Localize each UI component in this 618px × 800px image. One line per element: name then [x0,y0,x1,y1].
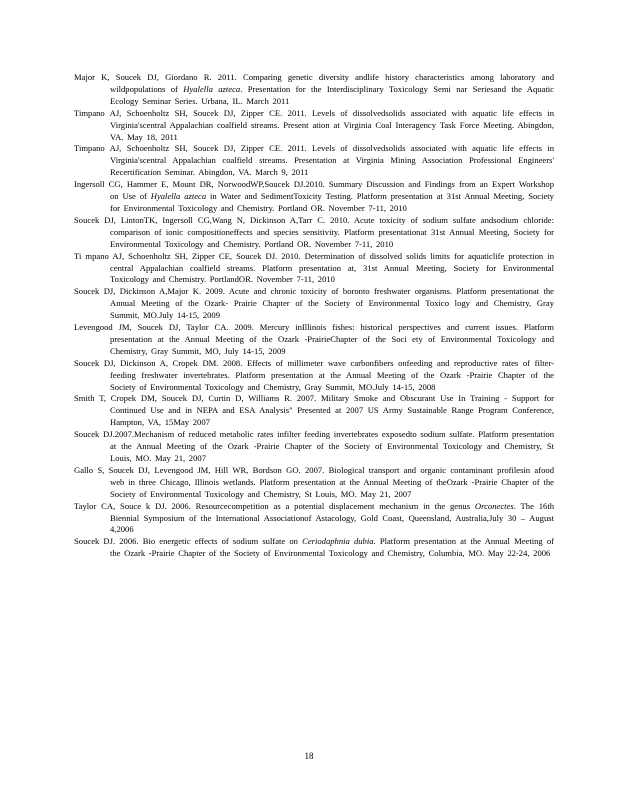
reference-text: in Water and SedimentToxicity Testing. Platform presentation at 31st Annual Meeting, Society for Environmental Toxicology and Chemistry. Portland OR. November 7-11, 2010 [110,191,554,213]
reference-text: Ti mpano AJ, Schoenholtz SH, Zipper CE, Soucek DJ. 2010. Determination of dissolved solids limits for aquaticlife protection in central Appalachian coalfield streams. Platform presentation at, 31st Annual Meeting, Society for Environmental Toxicology and Chemistry. PortlandOR. November 7-11, 2010 [74,250,554,285]
reference-text: Soucek DJ, LintonTK, Ingersoll CG,Wang N, Dickinson A,Tarr C. 2010. Acute toxicity of sodium sulfate andsodium chloride: comparison of ionic compositioneffects and species sensitivity. Platform presentationat 31st Annual Meeting, Society for Environmental Toxicology and Chemistry. Portland OR. November 7-11, 2010 [74,214,554,249]
page-number: 18 [304,751,314,761]
reference-entry [74,393,554,429]
reference-entry [74,429,554,465]
reference-text: Smith T, Cropek DM, Soucek DJ, Curtin D, Williams R. 2007. Military Smoke and Obscurant Use In Training - Support for Continued Use and in NEPA and ESA Analysis" Presented at 2007 US Army Sustainable Range Program Conference, Hampton, VA, 15May 2007 [74,393,554,428]
reference-text: Soucek DJ, Dickinson A, Cropek DM. 2008. Effects of millimeter wave carbonfibers onfeeding and reproductive rates of filter- feeding freshwater invertebrates. Platform presentation at the Annual Meeting of the Ozark -Prairie Chapter of the Society of Environmental Toxicology and Chemistry, Gray Summit, MO.July 14-15, 2008 [74,357,554,392]
reference-entry [74,72,554,108]
reference-text: Timpano AJ, Schoenholtz SH, Soucek DJ, Zipper CE. 2011. Levels of dissolvedsolids associated with aquatic life effects in Virginia'scentral Appalachian coalfield streams. Presentation at Virginia Mining Association Professional Engineers' Recertification Seminar. Abingdon, VA. March 9, 2011 [74,143,554,178]
reference-entry [74,251,554,287]
reference-entry [74,179,554,215]
reference-text: Soucek DJ.2007.Mechanism of reduced metabolic rates infilter feeding invertebrates exposedto sodium sulfate. Platform presentation at the Annual Meeting of the Ozark -Prairie Chapter of the Society of Environmental Toxicology and Chemistry, St Louis, MO. May 21, 2007 [74,429,554,463]
reference-entry [74,286,554,322]
reference-entry [74,536,554,560]
reference-text: . Presentation for the Interdisciplinary Toxicology Semi nar Seriesand the Aquatic Ecology Seminar Series. Urbana, IL. March 2011 [110,83,554,106]
italic-species-name: Orconectes [474,500,514,511]
reference-entry [74,143,554,179]
reference-text: Taylor CA, Souce k DJ. 2006. Resourcecompetition as a potential displacement mechanism in the genus [74,500,475,511]
reference-text: Soucek DJ. 2006. Bio energetic effects of sodium sulfate on [74,536,303,547]
reference-entry [74,501,554,537]
reference-list [74,72,554,560]
reference-text: Major K, Soucek DJ, Giordano R. 2011. Comparing genetic diversity andlife history characteristics among laboratory and wildpopulations of [74,72,554,94]
reference-entry [74,358,554,394]
italic-species-name: Hyalella azteca [150,191,207,202]
italic-species-name: Hyalella azteca [183,83,241,94]
reference-text: Soucek DJ, Dickinson A,Major K. 2009. Acute and chronic toxicity of boronto freshwater organisms. Platform presentationat the Annual Meeting of the Ozark- Prairie Chapter of the Society of Environmental Toxico logy and Chemistry, Gray Summit, MO.July 14-15, 2009 [74,286,554,321]
italic-species-name: Ceriodaphnia dubia [302,536,374,547]
reference-text: Timpano AJ, Schoenholtz SH, Soucek DJ, Zipper CE. 2011. Levels of dissolvedsolids associated with aquatic life effects in Virginia'scentral Appalachian coalfield streams. Present ation at Virginia Coal Interagency Task Force Meeting. Abingdon, VA. May 18, 2011 [74,107,554,142]
reference-text: . The 16th Biennial Symposium of the International Associationof Astacology, Gold Coast, Queensland, Australia,July 30 – August 4,2006 [110,500,555,535]
reference-text: Gallo S, Soucek DJ, Levengood JM, Hill WR, Bordson GO. 2007. Biological transport and organic contaminant profilesin afood web in three Chicago, Illinois wetlands. Platform presentation at the Annual Meeting of theOzark -Prairie Chapter of the Society of Environmental Toxicology and Chemistry, St Louis, MO. May 21, 2007 [74,464,554,499]
reference-entry [74,108,554,144]
reference-entry [74,215,554,251]
reference-entry [74,465,554,501]
reference-text: Levengood JM, Soucek DJ, Taylor CA. 2009. Mercury inIllinois fishes: historical perspectives and current issues. Platform presentation at the Annual Meeting of the Ozark -PrairieChapter of the Soci ety of Environmental Toxicology and Chemistry, Gray Summit, MO, July 14-15, 2009 [74,322,554,356]
reference-text: . Platform presentation at the Annual Meeting of the Ozark -Prairie Chapter of the Society of Environmental Toxicology and Chemistry, Columbia, MO. May 22-24, 2006 [110,536,554,559]
reference-text: Ingersoll CG, Hammer E, Mount DR, NorwoodWP,Soucek DJ.2010. Summary Discussion and Findings from an Expert Workshop on Use of [74,179,554,202]
reference-entry [74,322,554,358]
